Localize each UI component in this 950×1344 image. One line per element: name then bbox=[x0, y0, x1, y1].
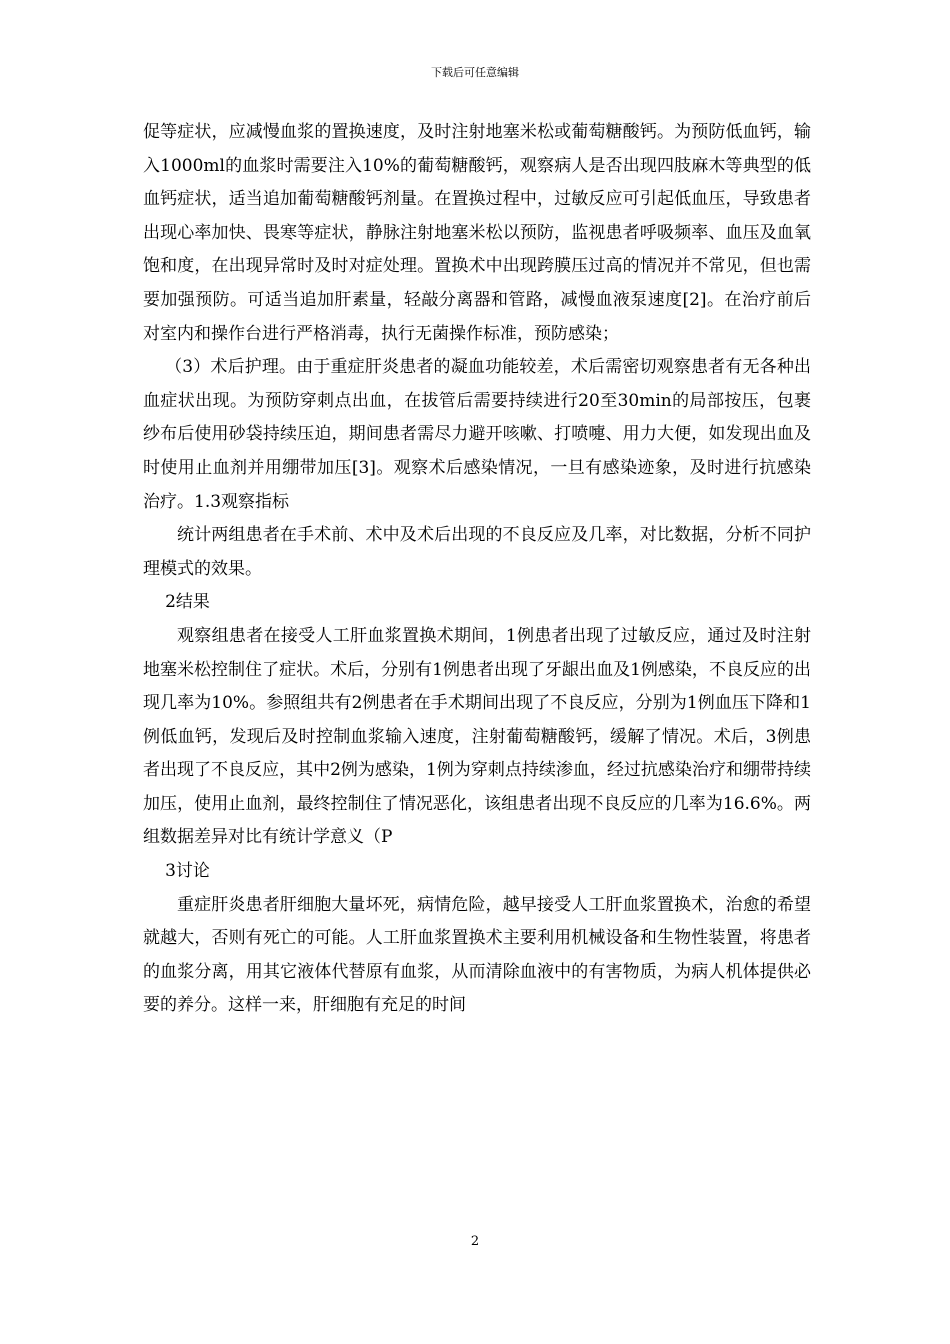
paragraph-continuation: 促等症状，应减慢血浆的置换速度，及时注射地塞米松或葡萄糖酸钙。为预防低血钙，输入1000ml的血浆时需要注入10%的葡萄糖酸钙，观察病人是否出现四肢麻木等典型的低血钙症状，适当追加葡萄糖酸钙剂量。在置换过程中，过敏反应可引起低血压，导致患者出现心率加快、畏寒等症状，静脉注射地塞米松以预防，监视患者呼吸频率、血压及血氧饱和度，在出现异常时及时对症处理。置换术中出现跨膜压过高的情况并不常见，但也需要加强预防。可适当追加肝素量，轻敲分离器和管路，减慢血液泵速度[2]。在治疗前后对室内和操作台进行严格消毒，执行无菌操作标准，预防感染； bbox=[143, 122, 811, 344]
paragraph-discussion: 重症肝炎患者肝细胞大量坏死，病情危险，越早接受人工肝血浆置换术，治愈的希望就越大，否则有死亡的可能。人工肝血浆置换术主要利用机械设备和生物性装置，将患者的血浆分离，用其它液体代替原有血浆，从而清除血液中的有害物质，为病人机体提供必要的养分。这样一来，肝细胞有充足的时间 bbox=[143, 894, 811, 1016]
document-body bbox=[143, 116, 811, 1023]
section-heading-results: 2结果 bbox=[165, 592, 210, 613]
page-number: 2 bbox=[470, 1234, 480, 1249]
page-header: 下载后可任意编辑 bbox=[431, 66, 519, 79]
section-heading-discussion: 3讨论 bbox=[165, 861, 210, 882]
paragraph-postoperative-care: （3）术后护理。由于重症肝炎患者的凝血功能较差，术后需密切观察患者有无各种出血症状出现。为预防穿刺点出血，在拔管后需要持续进行20至30min的局部按压，包裹纱布后使用砂袋持续压迫，期间患者需尽力避开咳嗽、打喷嚏、用力大便，如发现出血及时使用止血剂并用绷带加压[3]。观察术后感染情况，一旦有感染迹象，及时进行抗感染治疗。1.3观察指标 bbox=[143, 357, 811, 512]
paragraph-results: 观察组患者在接受人工肝血浆置换术期间，1例患者出现了过敏反应，通过及时注射地塞米松控制住了症状。术后，分别有1例患者出现了牙龈出血及1例感染，不良反应的出现几率为10%。参照组共有2例患者在手术期间出现了不良反应，分别为1例血压下降和1例低血钙，发现后及时控制血浆输入速度，注射葡萄糖酸钙，缓解了情况。术后，3例患者出现了不良反应，其中2例为感染，1例为穿刺点持续渗血，经过抗感染治疗和绷带持续加压，使用止血剂，最终控制住了情况恶化，该组患者出现不良反应的几率为16.6%。两组数据差异对比有统计学意义（P bbox=[143, 625, 811, 848]
paragraph-observation-indicators: 统计两组患者在手术前、术中及术后出现的不良反应及几率，对比数据，分析不同护理模式的效果。 bbox=[143, 525, 811, 579]
